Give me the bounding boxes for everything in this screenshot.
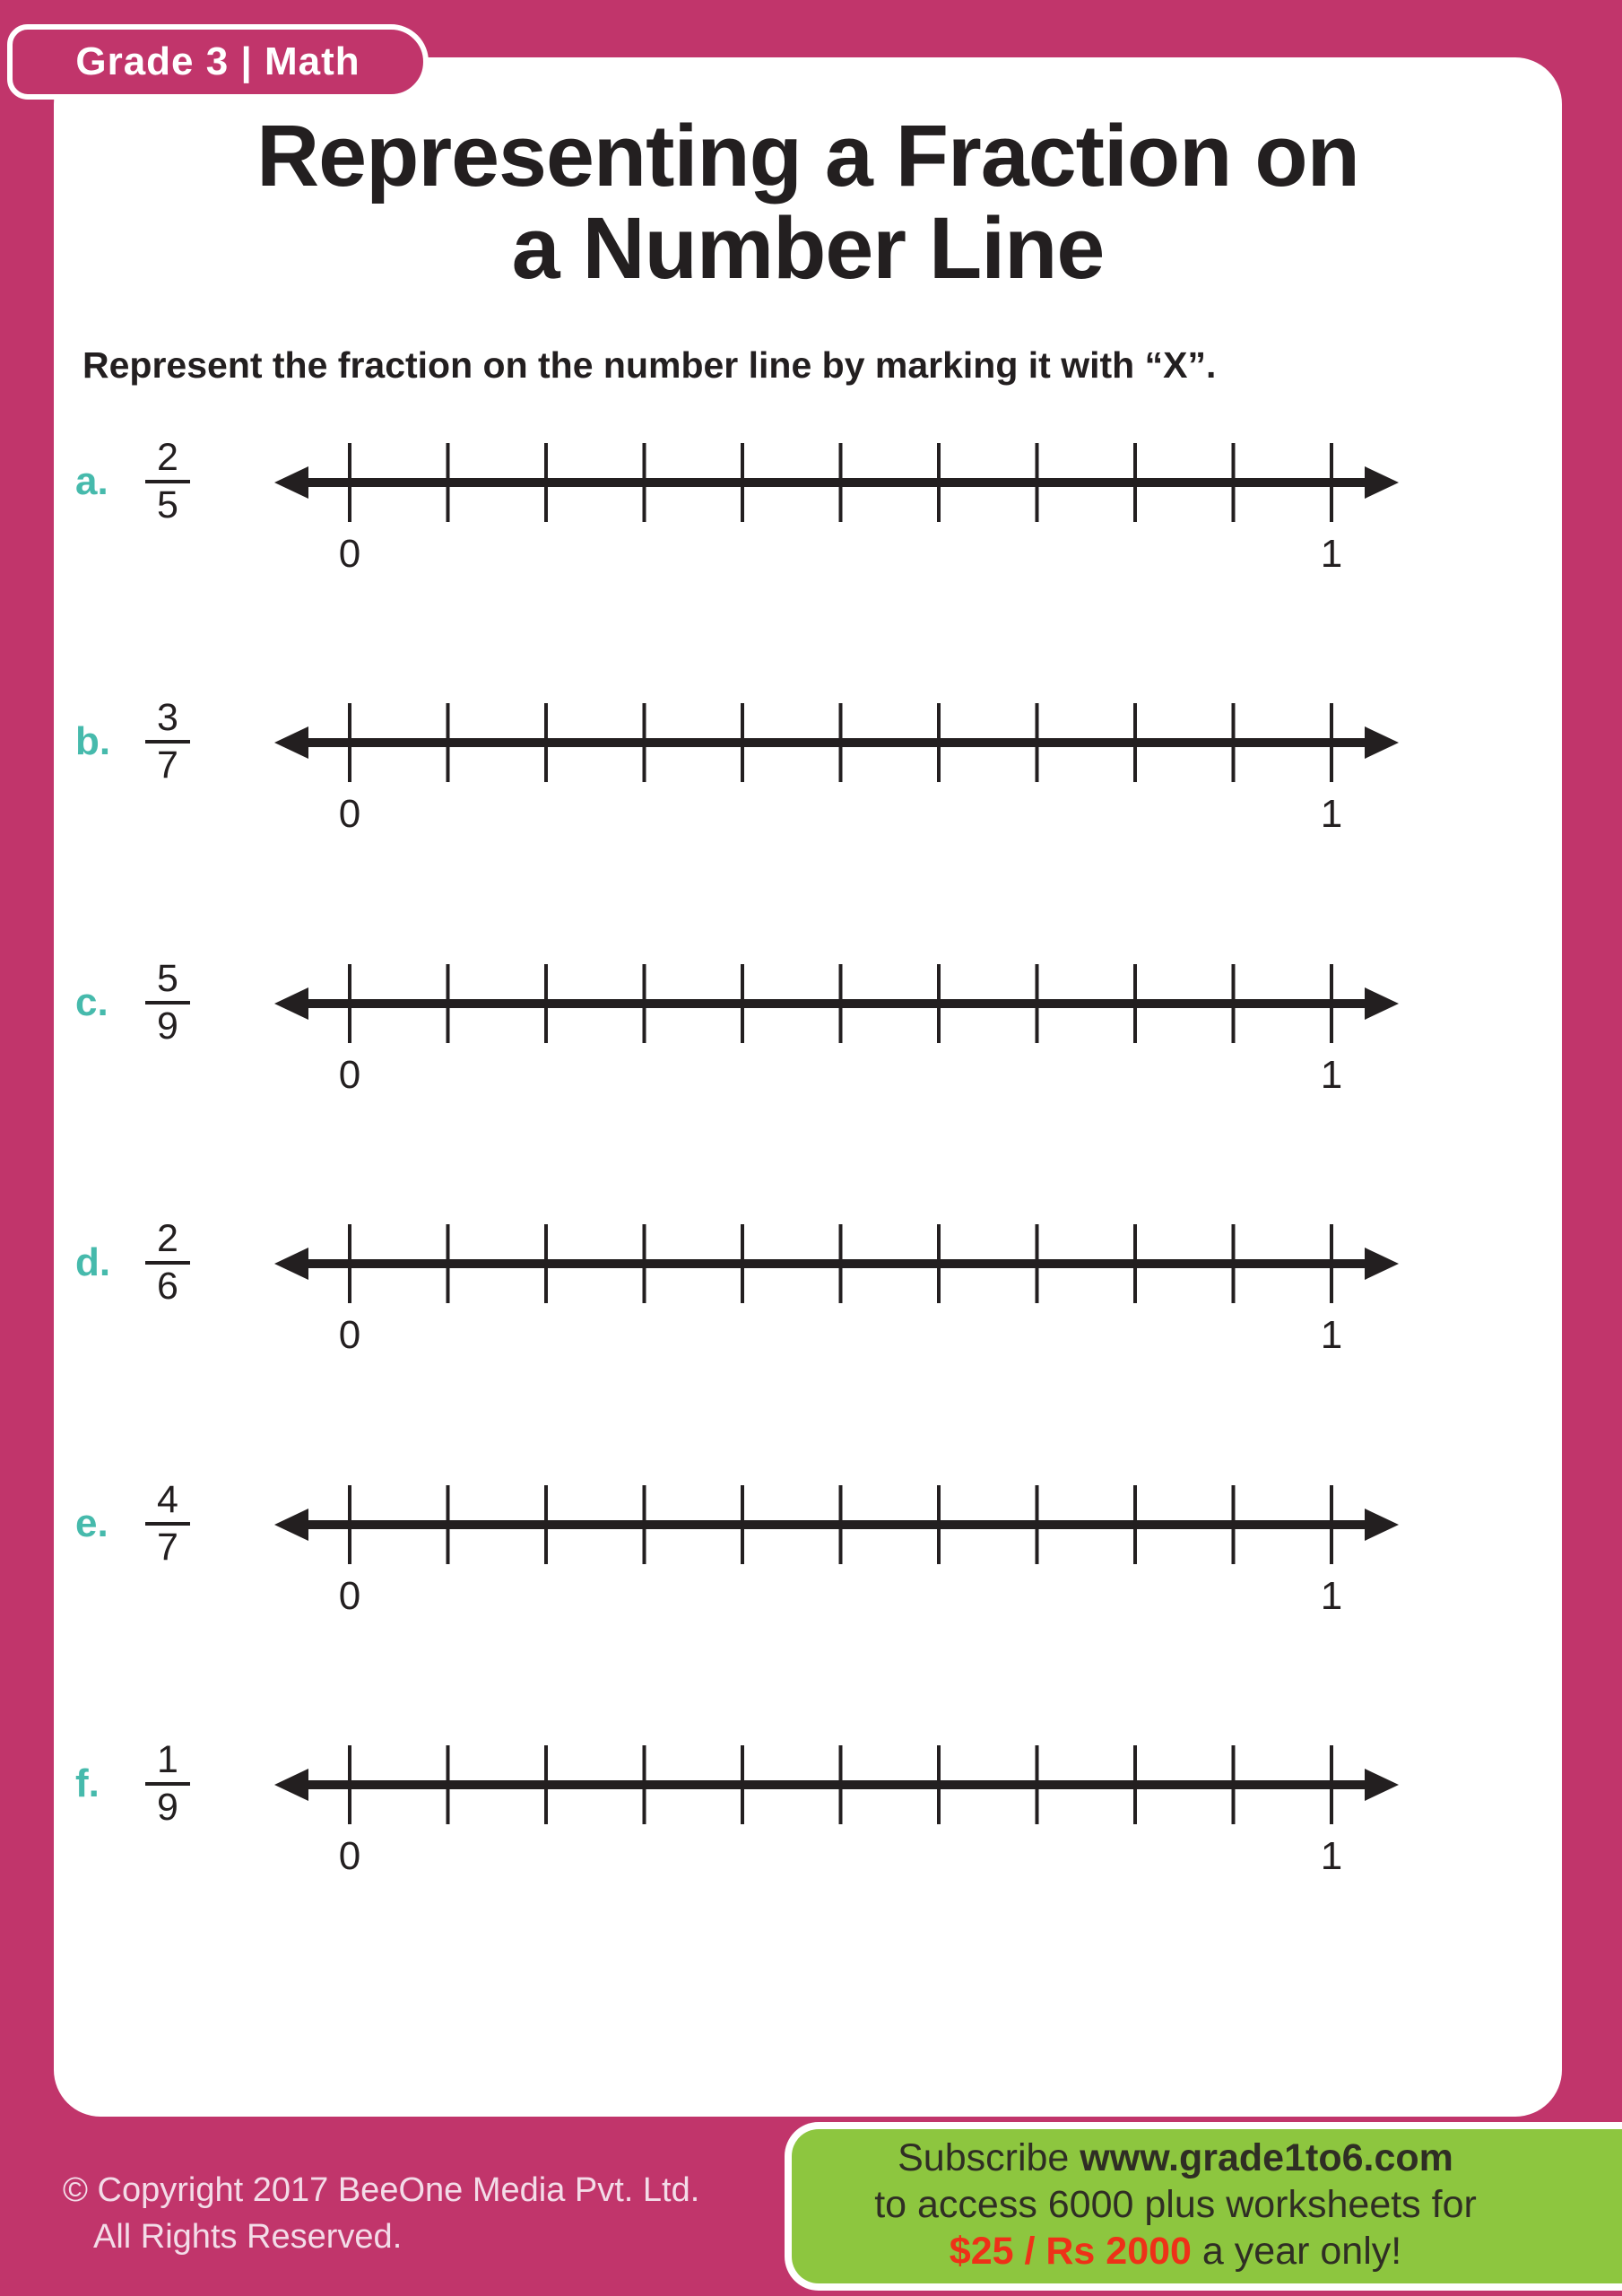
problem-label: b.	[75, 719, 111, 763]
fraction-numerator: 2	[145, 1217, 190, 1265]
fraction-denominator: 9	[157, 1004, 178, 1048]
problem-label: f.	[75, 1761, 100, 1805]
one-label: 1	[1320, 1053, 1343, 1097]
zero-label: 0	[338, 1053, 361, 1097]
fraction-denominator: 7	[157, 1526, 178, 1569]
subscribe-line1	[801, 2135, 1550, 2181]
fraction-numerator: 1	[145, 1738, 190, 1786]
subscribe-prefix: Subscribe	[898, 2136, 1080, 2179]
problem-label: e.	[75, 1501, 108, 1545]
page-title	[54, 107, 1562, 297]
problem-row	[0, 680, 1622, 859]
number-line[interactable]	[260, 1722, 1417, 1901]
number-line[interactable]	[260, 420, 1417, 599]
number-line[interactable]	[260, 680, 1417, 859]
copyright-line2: All Rights Reserved.	[93, 2218, 403, 2256]
fraction-numerator: 2	[145, 436, 190, 483]
zero-label: 0	[338, 792, 361, 836]
copyright	[0, 2167, 699, 2260]
number-line[interactable]	[260, 941, 1417, 1120]
zero-label: 0	[338, 1574, 361, 1618]
problem-label: d.	[75, 1240, 111, 1284]
subscribe-line2: to access 6000 plus worksheets for	[874, 2183, 1477, 2226]
page-title-line1: Representing a Fraction on	[256, 107, 1359, 204]
one-label: 1	[1320, 1574, 1343, 1618]
fraction-denominator: 7	[157, 744, 178, 787]
one-label: 1	[1320, 532, 1343, 576]
fraction	[145, 696, 190, 787]
fraction-denominator: 5	[157, 483, 178, 526]
fraction-numerator: 4	[145, 1478, 190, 1526]
problem-label: a.	[75, 459, 108, 503]
instruction-text: Represent the fraction on the number line by marking it with “X”.	[82, 344, 1217, 386]
page-title-line2: a Number Line	[511, 199, 1105, 297]
problem-row	[0, 941, 1622, 1120]
subscribe-banner	[785, 2122, 1622, 2291]
zero-label: 0	[338, 532, 361, 576]
subscribe-suffix: a year only!	[1191, 2230, 1402, 2273]
fraction	[145, 1217, 190, 1309]
fraction-denominator: 6	[157, 1265, 178, 1308]
price-text: $25 / Rs 2000	[949, 2230, 1192, 2273]
number-line[interactable]	[260, 1201, 1417, 1380]
one-label: 1	[1320, 1834, 1343, 1878]
badge-label: Grade 3 | Math	[75, 39, 360, 83]
copyright-line1: © Copyright 2017 BeeOne Media Pvt. Ltd.	[63, 2171, 700, 2209]
fraction-numerator: 3	[145, 696, 190, 744]
problem-row	[0, 1201, 1622, 1380]
fraction	[145, 1478, 190, 1570]
subscribe-url[interactable]: www.grade1to6.com	[1080, 2136, 1453, 2179]
one-label: 1	[1320, 1313, 1343, 1357]
zero-label: 0	[338, 1834, 361, 1878]
one-label: 1	[1320, 792, 1343, 836]
fraction	[145, 436, 190, 527]
problem-row	[0, 1462, 1622, 1641]
fraction	[145, 1738, 190, 1830]
fraction-numerator: 5	[145, 957, 190, 1004]
grade-subject-badge	[7, 24, 429, 100]
problem-row	[0, 1722, 1622, 1901]
fraction	[145, 957, 190, 1048]
problem-label: c.	[75, 980, 108, 1024]
number-line[interactable]	[260, 1462, 1417, 1641]
zero-label: 0	[338, 1313, 361, 1357]
problem-row	[0, 420, 1622, 599]
fraction-denominator: 9	[157, 1786, 178, 1829]
subscribe-line3	[801, 2228, 1550, 2274]
